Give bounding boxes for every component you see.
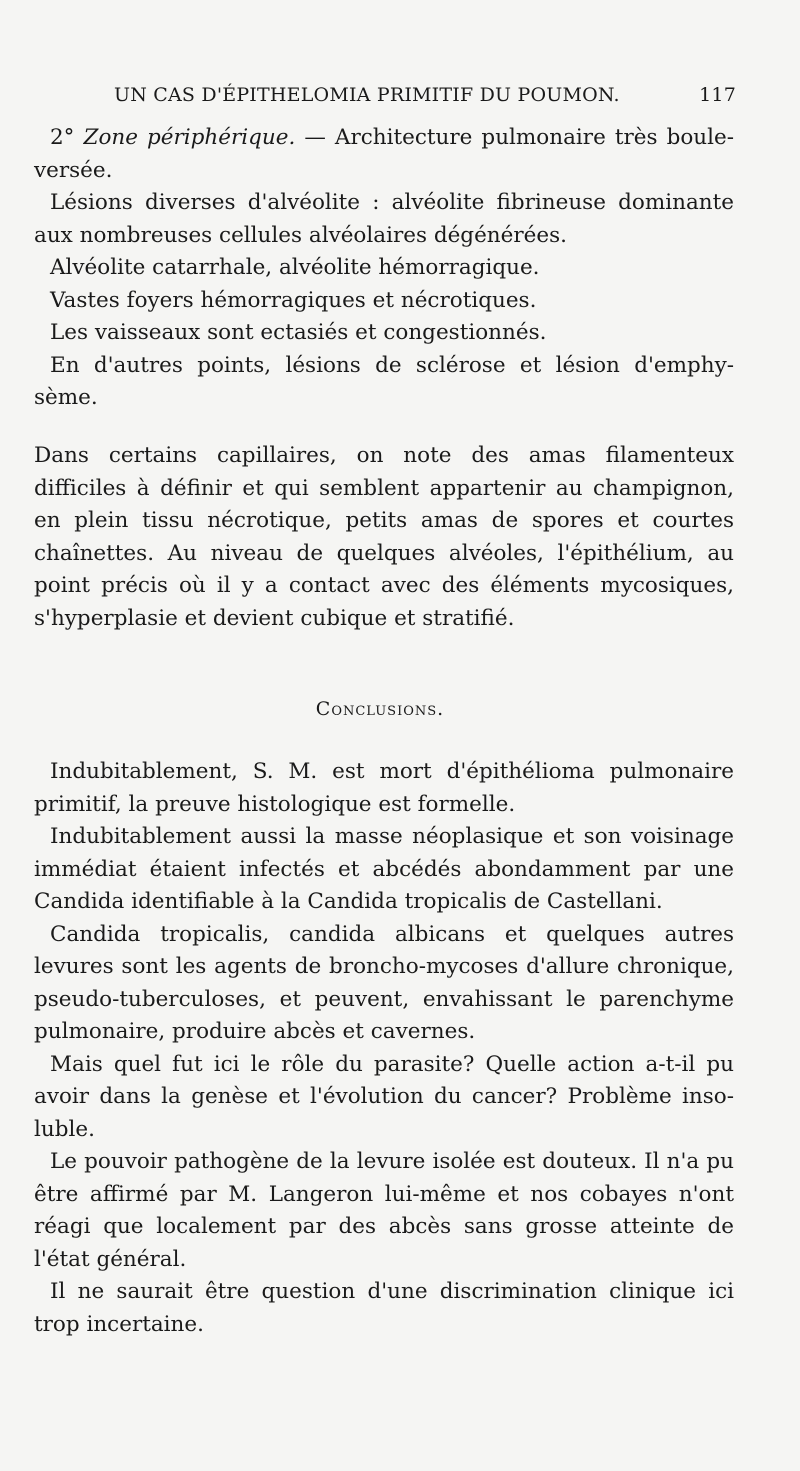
conclusion-paragraph: Le pouvoir pathogène de la levure isolée est douteux. Il n'a pu être affirmé par M. Langeron lui-même et nos cobayes n'ont réagi que localement par des abcès sans grosse atteinte de l'état général. — [34, 1149, 734, 1272]
zone-paragraph: Vastes foyers hémorragiques et nécrotiques. — [50, 287, 537, 313]
zone-heading-paragraph — [34, 122, 734, 187]
zone-paragraph: En d'autres points, lésions de sclérose et lésion d'emphy-sème. — [34, 352, 734, 410]
zone-paragraph: Alvéolite catarrhale, alvéolite hémorragique. — [50, 255, 540, 280]
running-title: UN CAS D'ÉPITHELOMIA PRIMITIF DU POUMON. — [114, 84, 620, 106]
zone-section — [34, 122, 734, 415]
conclusions-heading: Conclusions. — [315, 698, 445, 720]
running-header — [96, 84, 736, 110]
zone-text: — Architecture pulmonaire très boule-versée. — [34, 125, 734, 183]
conclusion-paragraph: Indubitablement aussi la masse néoplasique et son voisinage immédiat étaient infectés et abcédés abondamment par une Candida identifiable à la Candida tropicalis de Castellani. — [34, 824, 734, 914]
conclusion-paragraph: Il ne saurait être question d'une discrimination clinique ici trop incertaine. — [34, 1279, 734, 1337]
zone-number: 2° — [50, 125, 75, 150]
page-number: 117 — [699, 84, 736, 106]
conclusion-paragraph: Candida tropicalis, candida albicans et quelques autres levures sont les agents de broncho-mycoses d'allure chronique, pseudo-tuberculoses, et peuvent, envahissant le parenchyme pulmonaire, produire abcès et cavernes. — [34, 921, 734, 1044]
conclusion-paragraph: Indubitablement, S. M. est mort d'épithélioma pulmonaire primitif, la preuve histologique est formelle. — [34, 759, 734, 817]
zone-label: Zone périphérique. — [83, 125, 296, 150]
zone-paragraph: Les vaisseaux sont ectasiés et congestionnés. — [50, 320, 547, 345]
zone-paragraph: Lésions diverses d'alvéolite : alvéolite fibrineuse dominante aux nombreuses cellules alvéolaires dégénérées. — [34, 190, 734, 248]
capillaries-paragraph: Dans certains capillaires, on note des amas filamenteux difficiles à définir et qui semblent appartenir au champignon, en plein tissu nécrotique, petits amas de spores et courtes chaînettes. Au niveau de quelques alvéoles, l'épithélium, au point précis où il y a contact avec des éléments mycosiques, s'hyperplasie et devient cubique et stratifié. — [34, 443, 734, 631]
conclusions-section — [34, 756, 734, 1341]
capillaries-section — [34, 440, 734, 635]
conclusion-paragraph: Mais quel fut ici le rôle du parasite? Quelle action a-t-il pu avoir dans la genèse et l'évolution du cancer? Problème inso-luble. — [34, 1051, 734, 1142]
